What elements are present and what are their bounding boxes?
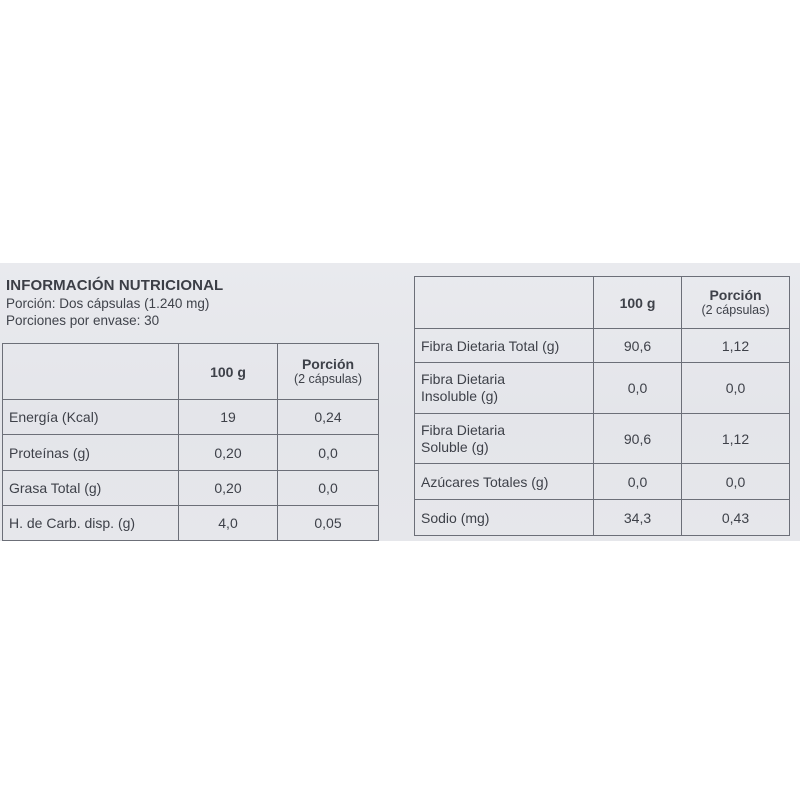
nutrition-table-main	[2, 343, 379, 541]
nutrition-title: INFORMACIÓN NUTRICIONAL	[6, 277, 224, 294]
row-label-line2: Insoluble (g)	[421, 388, 499, 404]
row-value-100g: 90,6	[594, 329, 682, 363]
header-empty-cell	[3, 344, 179, 400]
nutrition-header	[6, 276, 386, 329]
nutrition-table-fiber	[414, 276, 790, 536]
row-value-portion: 1,12	[682, 329, 790, 363]
table-row	[3, 506, 379, 541]
row-label-line1: Fibra Dietaria	[421, 371, 506, 387]
row-label: Grasa Total (g)	[3, 471, 179, 506]
row-label-line1: Fibra Dietaria	[421, 421, 506, 438]
portion-size: Porción: Dos cápsulas (1.240 mg)	[6, 296, 210, 311]
row-value-portion: 0,05	[278, 506, 379, 541]
row-value-100g: 0,0	[594, 464, 682, 500]
column-header-100g-label: 100 g	[210, 363, 246, 380]
row-value-portion: 0,24	[278, 400, 379, 435]
row-label-line2: Soluble (g)	[421, 438, 489, 455]
row-label: H. de Carb. disp. (g)	[3, 506, 179, 541]
row-value-100g: 0,20	[179, 435, 278, 471]
portions-per-pack: Porciones por envase: 30	[6, 313, 160, 328]
row-value-100g: 0,20	[179, 471, 278, 506]
row-label: Azúcares Totales (g)	[415, 464, 594, 500]
column-header-100g	[179, 344, 278, 400]
table-row	[415, 329, 790, 363]
column-header-portion-sub: (2 cápsulas)	[293, 372, 363, 386]
column-header-100g-label: 100 g	[619, 294, 656, 311]
column-header-portion-label: Porción	[709, 287, 762, 303]
row-value-portion: 0,0	[278, 435, 379, 471]
table-row	[3, 435, 379, 471]
table-header-row	[415, 277, 790, 329]
row-label: Fibra Dietaria Total (g)	[415, 329, 594, 363]
column-header-portion	[682, 277, 790, 329]
column-header-100g	[594, 277, 682, 329]
row-label	[415, 363, 594, 414]
table-row	[415, 464, 790, 500]
table-header-row	[3, 344, 379, 400]
row-value-100g: 0,0	[594, 363, 682, 414]
row-value-portion: 1,12	[682, 414, 790, 464]
column-header-portion	[278, 344, 379, 400]
row-value-portion: 0,0	[682, 464, 790, 500]
row-label: Sodio (mg)	[415, 500, 594, 536]
table-row	[415, 363, 790, 414]
row-value-100g: 4,0	[179, 506, 278, 541]
row-value-100g: 19	[179, 400, 278, 435]
row-value-portion: 0,0	[682, 363, 790, 414]
row-label: Energía (Kcal)	[3, 400, 179, 435]
column-header-portion-sub: (2 cápsulas)	[701, 303, 770, 317]
row-value-100g: 34,3	[594, 500, 682, 536]
table-row	[3, 400, 379, 435]
row-value-portion: 0,43	[682, 500, 790, 536]
table-row	[415, 500, 790, 536]
table-row	[3, 471, 379, 506]
row-value-100g: 90,6	[594, 414, 682, 464]
row-label: Proteínas (g)	[3, 435, 179, 471]
row-label	[415, 414, 594, 464]
header-empty-cell	[415, 277, 594, 329]
row-value-portion: 0,0	[278, 471, 379, 506]
column-header-portion-label: Porción	[301, 356, 355, 372]
table-row	[415, 414, 790, 464]
